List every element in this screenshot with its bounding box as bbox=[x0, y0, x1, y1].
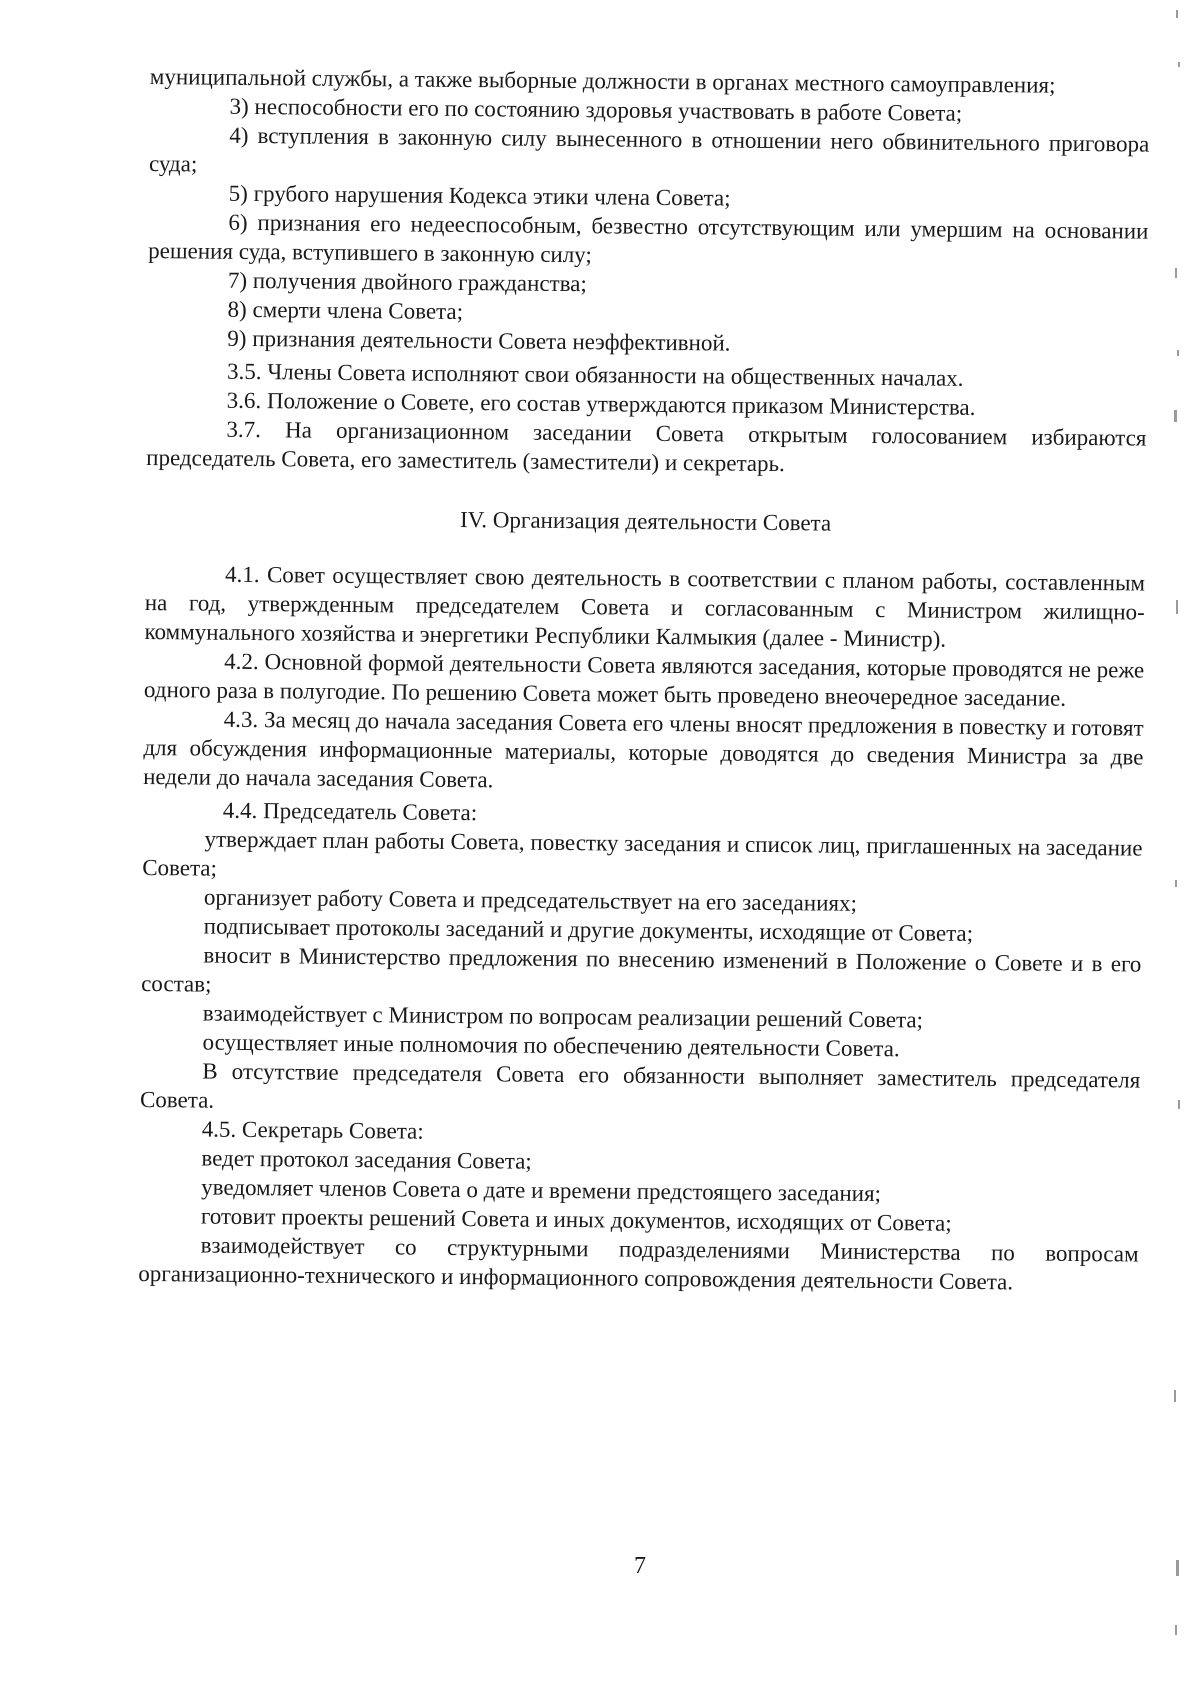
list-item: 4) вступления в законную силу вынесенного в отношении него обвинительного приговора суда; bbox=[148, 122, 1150, 177]
clause-paragraph: 4.5. Секретарь Совета: bbox=[201, 1116, 424, 1144]
duty-item: взаимодействует со структурными подразделениями Министерства по вопросам организационно-технического и информационного сопровождения деятельности Совета. bbox=[138, 1232, 1139, 1295]
clause-paragraph: В отсутствие председателя Совета его обязанности выполняет заместитель председателя Совета. bbox=[139, 1058, 1141, 1113]
clause-paragraph: 3.5. Члены Совета исполняют свои обязанности на общественных началах. bbox=[226, 358, 964, 391]
duty-item: ведет протокол заседания Совета; bbox=[201, 1145, 532, 1174]
list-item: 6) признания его недееспособным, безвестно отсутствующим или умершим на основании решения суда, вступившего в законную силу; bbox=[148, 209, 1149, 268]
page-number: 7 bbox=[634, 1553, 646, 1579]
clause-paragraph: 4.3. За месяц до начала заседания Совета его члены вносят предложения в повестку и готовят для обсуждения информационные материалы, которые доводятся до сведения Министра за две недели до начала заседания Совета. bbox=[143, 706, 1144, 793]
clause-paragraph: 4.4. Председатель Совета: bbox=[222, 797, 478, 826]
clause-paragraph: 3.7. На организационном заседании Совета открытым голосованием избираются председатель Совета, его заместитель (заместители) и секретарь. bbox=[146, 416, 1147, 477]
duty-item: утверждает план работы Совета, повестку заседания и список лиц, приглашенных на заседание Совета; bbox=[142, 826, 1143, 881]
duty-item: подписывает протоколы заседаний и другие документы, исходящие от Совета; bbox=[203, 913, 974, 946]
list-item: 8) смерти члена Совета; bbox=[227, 296, 464, 325]
document-body bbox=[138, 62, 1150, 1298]
scan-edge-artifacts bbox=[1170, 0, 1184, 1697]
duty-item: организует работу Совета и председательствует на его заседаниях; bbox=[203, 884, 858, 916]
list-item: 5) грубого нарушения Кодекса этики члена Совета; bbox=[228, 180, 731, 211]
clause-paragraph: 4.2. Основной формой деятельности Совета являются заседания, которые проводятся не реже одного раза в полугодие. По решению Совета может быть проведено внеочередное заседание. bbox=[143, 648, 1145, 711]
duty-item: осуществляет иные полномочия по обеспечению деятельности Совета. bbox=[202, 1029, 900, 1062]
list-item: 9) признания деятельности Совета неэффективной. bbox=[227, 325, 731, 356]
list-item: 3) неспособности его по состоянию здоровья участвовать в работе Совета; bbox=[229, 93, 963, 126]
duty-item: взаимодействует с Министром по вопросам реализации решений Совета; bbox=[202, 1000, 924, 1033]
paragraph: муниципальной службы, а также выборные должности в органах местного самоуправления; bbox=[149, 63, 1056, 98]
duty-item: вносит в Министерство предложения по внесению изменений в Положение о Совете и в его состав; bbox=[141, 942, 1142, 997]
duty-item: уведомляет членов Совета о дате и времени предстоящего заседания; bbox=[201, 1174, 882, 1207]
clause-paragraph: 4.1. Совет осуществляет свою деятельность в соответствии с планом работы, составленным на год, утвержденным председателем Совета и согласованным с Министром жилищно-коммунального хозяйства и энергетики Республики Калмыкия (далее - Министр). bbox=[144, 561, 1146, 652]
list-item: 7) получения двойного гражданства; bbox=[227, 267, 587, 297]
clause-paragraph: 3.6. Положение о Совете, его состав утверждаются приказом Министерства. bbox=[226, 387, 976, 420]
duty-item: готовит проекты решений Совета и иных документов, исходящих от Совета; bbox=[200, 1203, 952, 1236]
section-heading: IV. Организация деятельности Совета bbox=[459, 506, 832, 536]
